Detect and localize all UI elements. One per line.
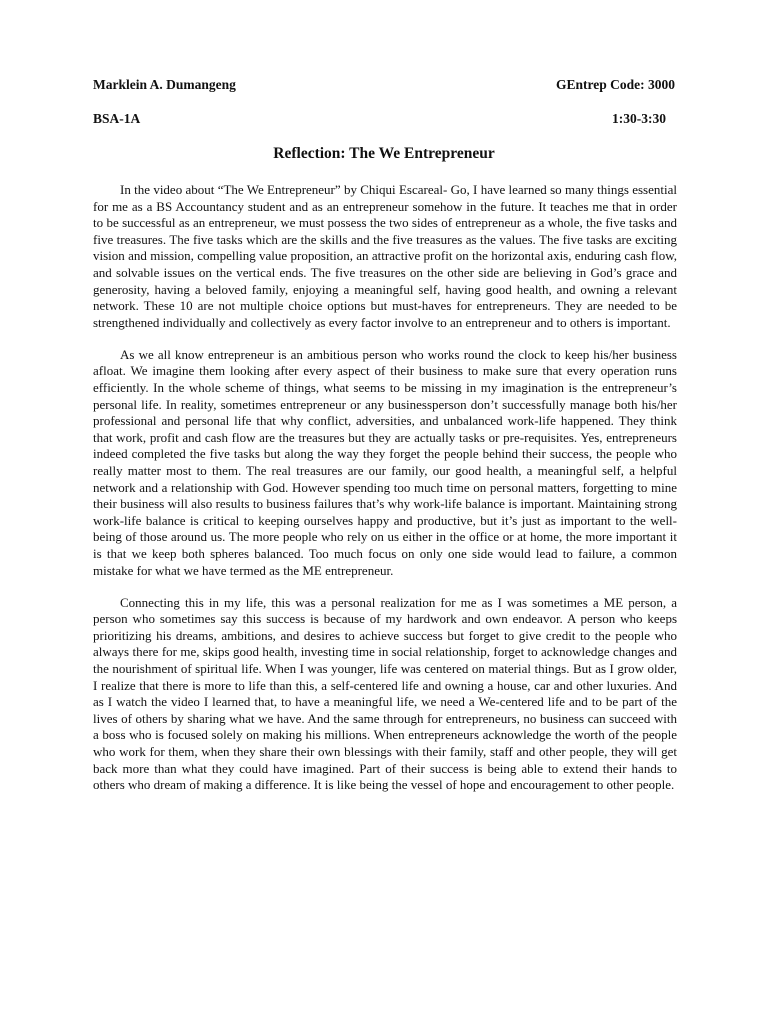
document-title: Reflection: The We Entrepreneur (273, 145, 495, 162)
paragraph-2: As we all know entrepreneur is an ambitious person who works round the clock to keep his/her business afloat. We imagine them looking after every aspect of their business to make sure that every operation runs efficiently. In the whole scheme of things, what seems to be missing in my imagination is the entrepreneur’s personal life. In reality, sometimes entrepreneur or any businessperson don’t successfully manage both his/her professional and personal life that why conflict, adversities, and unbalanced work-life happened. They think that work, profit and cash flow are the treasures but they are actually tasks or pre-requisites. Yes, entrepreneurs indeed completed the five tasks but along the way they forget the people behind their success, the people who really matter most to them. The real treasures are our family, our good health, a meaningful self, a helpful network and a relationship with God. However spending too much time on personal matters, forgetting to mine their business will also results to business failures that’s why work-life balance is important. Maintaining strong work-life balance is critical to keeping ourselves happy and productive, but it’s just as important to the well-being of those around us. The more people who rely on us either in the office or at home, the more important it is that we keep both spheres balanced. Too much focus on only one side would lead to failure, a common mistake for what we have termed as the ME entrepreneur. (93, 346, 677, 578)
document-body (93, 182, 677, 809)
paragraph-1: In the video about “The We Entrepreneur” by Chiqui Escareal- Go, I have learned so many things essential for me as a BS Accountancy student and as an entrepreneur somehow in the future. It teaches me that in order to be successful as an entrepreneur, we must possess the two sides of entrepreneur as a whole, the five tasks and five treasures. The five tasks which are the skills and the five treasures as the values. The five tasks are exciting vision and mission, compelling value proposition, an attractive profit on the horizontal axis, enduring cash flow, and solvable issues on the vertical ends. The five treasures on the other side are believing in God’s grace and generosity, having a beloved family, enjoying a meaningful self, having good health, and owning a relevant network. These 10 are not multiple choice options but must-haves for entrepreneurs. They are needed to be strengthened individually and collectively as every factor involve to an entrepreneur and to others is important. (93, 182, 677, 330)
paragraph-3: Connecting this in my life, this was a personal realization for me as I was sometimes a ME person, a person who sometimes say this success is because of my hardwork and own endeavor. A person who keeps prioritizing his dreams, ambitions, and desires to achieve success but forget to give credit to the people who always there for me, skips good health, investing time in social relationship, forget to acknowledge changes and the nourishment of spiritual life. When I was younger, life was centered on material things. But as I grow older, I realize that there is more to life than this, a self-centered life and owning a house, car and other luxuries. And as I watch the video I learned that, to have a meaningful life, we need a We-centered life and to be part of the lives of others by sharing what we have. And the same through for entrepreneurs, no business can succeed with a boss who is focused solely on making his millions. When entrepreneurs acknowledge the worth of the people who work for them, when they share their own blessings with their family, staff and other people, they will get back more than what they could have imagined. Part of their success is being able to extend their hands to others who dream of making a difference. It is like being the vessel of hope and encouragement to other people. (93, 594, 677, 793)
author-name: Marklein A. Dumangeng (93, 77, 236, 92)
course-code: GEntrep Code: 3000 (555, 77, 675, 92)
section-label: BSA-1A (93, 111, 141, 126)
class-time: 1:30-3:30 (612, 111, 666, 126)
